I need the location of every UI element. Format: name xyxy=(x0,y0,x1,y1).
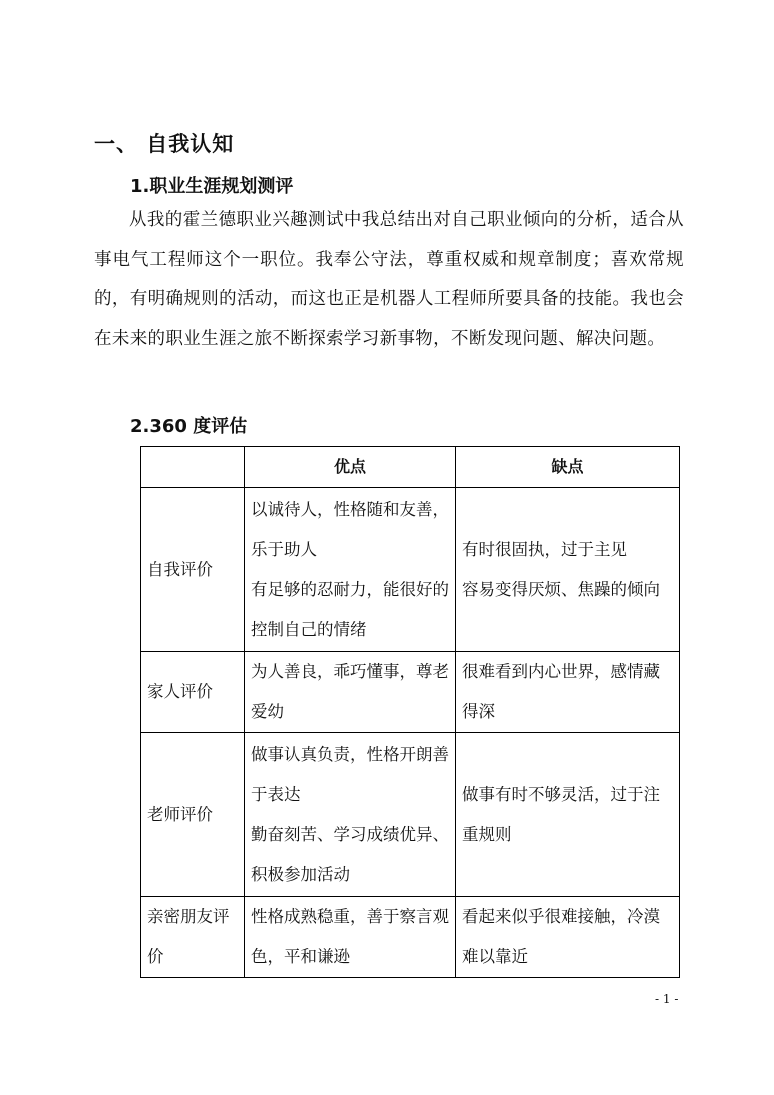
cons-item: 很难看到内心世界，感情藏得深 xyxy=(462,662,660,721)
row-label: 自我评价 xyxy=(141,488,245,652)
cons-cell xyxy=(456,652,680,733)
table-header-row xyxy=(141,447,680,488)
pros-item: 以诚待人，性格随和友善，乐于助人 xyxy=(251,499,449,559)
assessment-paragraph: 从我的霍兰德职业兴趣测试中我总结出对自己职业倾向的分析，适合从事电气工程师这个一职位。我奉公守法，尊重权威和规章制度；喜欢常规的，有明确规则的活动，而这也正是机器人工程师所要具备的技能。我也会在未来的职业生涯之旅不断探索学习新事物，不断发现问题、解决问题。 xyxy=(94,210,684,349)
pros-cell xyxy=(245,733,456,897)
cons-cell xyxy=(456,733,680,897)
cons-item: 有时很固执，过于主见 xyxy=(462,539,627,559)
cons-item: 看起来似乎很难接触，冷漠难以靠近 xyxy=(462,907,660,966)
header-empty xyxy=(141,447,245,488)
pros-item: 做事认真负责，性格开朗善于表达 xyxy=(251,744,449,804)
evaluation-table xyxy=(140,446,680,978)
cons-item: 容易变得厌烦、焦躁的倾向 xyxy=(462,579,660,599)
section-heading-self-awareness: 一、 自我认知 xyxy=(94,132,235,156)
subheading-360-evaluation: 2.360 度评估 xyxy=(130,416,248,437)
subheading-career-assessment: 1.职业生涯规划测评 xyxy=(130,176,294,197)
table-row xyxy=(141,652,680,733)
row-label: 亲密朋友评价 xyxy=(141,897,245,978)
cons-cell xyxy=(456,488,680,652)
pros-item: 为人善良，乖巧懂事，尊老爱幼 xyxy=(251,662,449,721)
table-row xyxy=(141,897,680,978)
pros-item: 勤奋刻苦、学习成绩优异、积极参加活动 xyxy=(251,824,449,884)
table-row xyxy=(141,488,680,652)
header-pros: 优点 xyxy=(245,447,456,488)
pros-item: 有足够的忍耐力，能很好的控制自己的情绪 xyxy=(251,579,449,639)
pros-item: 性格成熟稳重，善于察言观色，平和谦逊 xyxy=(251,907,449,966)
header-cons: 缺点 xyxy=(456,447,680,488)
row-label: 家人评价 xyxy=(141,652,245,733)
pros-cell xyxy=(245,488,456,652)
row-label: 老师评价 xyxy=(141,733,245,897)
pros-cell xyxy=(245,897,456,978)
table-row xyxy=(141,733,680,897)
cons-item: 做事有时不够灵活，过于注重规则 xyxy=(462,784,660,844)
cons-cell xyxy=(456,897,680,978)
pros-cell xyxy=(245,652,456,733)
page-number: - 1 - xyxy=(655,992,679,1006)
